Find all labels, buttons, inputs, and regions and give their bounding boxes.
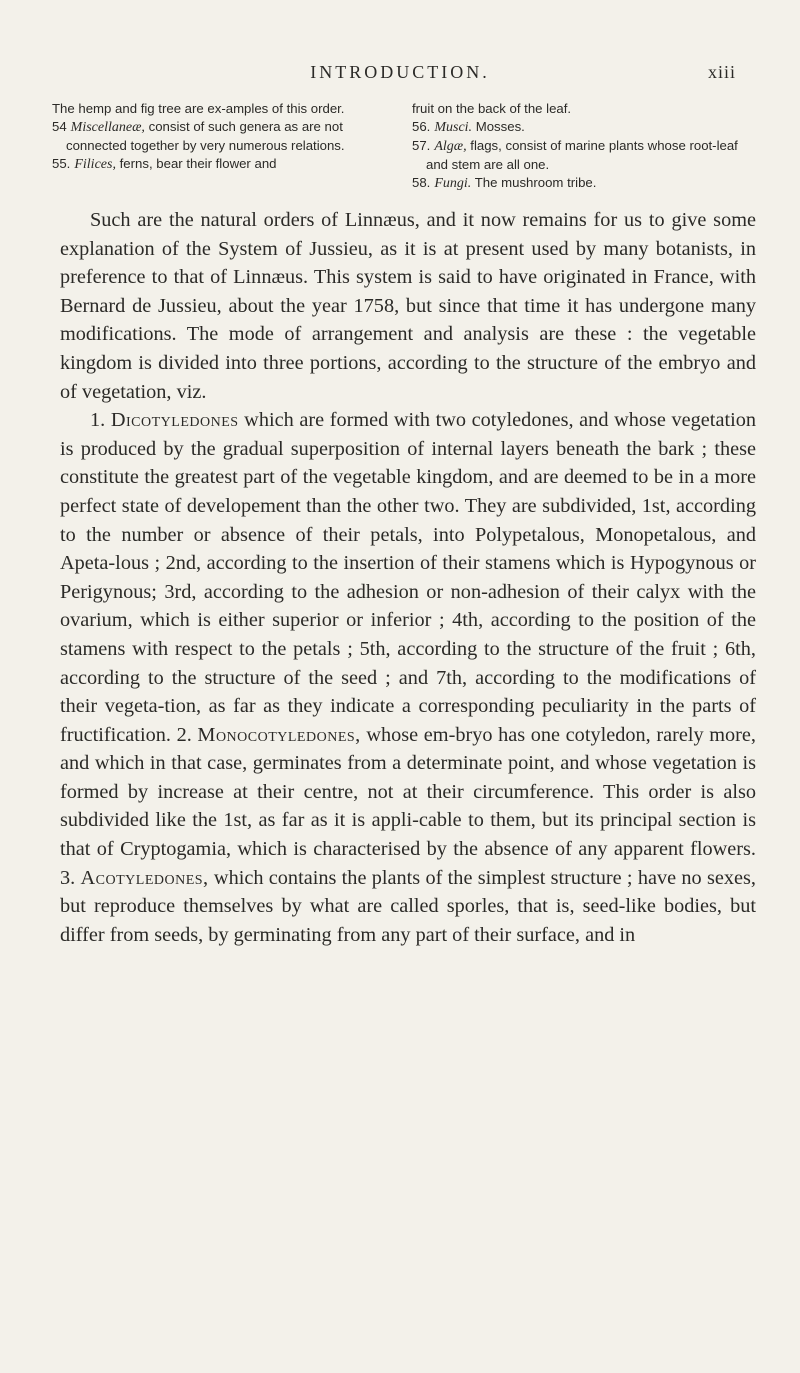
note-text: ferns, bear their flower and xyxy=(119,156,277,171)
note-item xyxy=(412,137,742,174)
heading-term: Dicotyledones xyxy=(110,409,239,432)
note-text: consist of such genera as are not connected together by very numerous relations. xyxy=(66,119,345,153)
note-text: flags, consist of marine plants whose root-leaf and stem are all one. xyxy=(426,138,738,172)
paragraph-text: which contains the plants of the simplest structure ; have no sexes, but reproduce themselves by what are called sporles, that is, seed-like bodies, but differ from seeds, by germinating from any part of their surface, and in xyxy=(60,866,756,946)
note-item xyxy=(52,118,382,155)
note-term: Filices, xyxy=(74,157,116,172)
note-text: The mushroom tribe. xyxy=(474,175,597,190)
note-text: The hemp and fig tree are ex-amples of this order. xyxy=(52,101,345,116)
running-title: INTRODUCTION. xyxy=(310,62,490,82)
paragraph xyxy=(60,406,756,949)
note-term: Algæ, xyxy=(434,139,467,154)
paragraph: Such are the natural orders of Linnæus, and it now remains for us to give some explanation of the System of Jussieu, as it is at present used by many botanists, in preference to that of Linnæus. This system is said to have originated in France, with Bernard de Jussieu, about the year 1758, but since that time it has undergone many modifications. The mode of arrangement and analysis are these : the vegetable kingdom is divided into three portions, according to the structure of the embryo and of vegetation, viz. xyxy=(60,209,756,403)
note-item xyxy=(412,174,742,193)
list-number: 2. xyxy=(176,723,192,746)
note-item xyxy=(52,100,382,118)
running-head xyxy=(0,62,800,88)
note-number: 58. xyxy=(412,175,431,190)
note-term: Musci. xyxy=(434,120,473,135)
note-number: 56. xyxy=(412,119,431,134)
note-number: 54 xyxy=(52,119,67,134)
paragraph-text: whose em-bryo has one cotyledon, rarely more, and which in that case, germinates from a determinate point, and whose vegetation is formed by increase at their centre, not at their circumference. This order is also subdivided like the 1st, as far as it is appli-cable to them, but its principal section is that of Cryptogamia, which is characterised by the absence of any apparent flowers. xyxy=(60,723,756,861)
note-item xyxy=(52,155,382,174)
note-text: Mosses. xyxy=(475,119,525,134)
list-number: 3. xyxy=(60,866,76,889)
note-item xyxy=(412,118,742,137)
note-number: 57. xyxy=(412,138,431,153)
note-text: fruit on the back of the leaf. xyxy=(412,101,572,116)
page-number: xiii xyxy=(707,62,736,82)
body-text xyxy=(60,206,756,949)
heading-term: Monocotyledones, xyxy=(197,723,361,746)
footnote-list xyxy=(52,100,760,192)
note-item xyxy=(412,100,742,118)
note-term: Fungi. xyxy=(434,176,472,191)
note-number: 55. xyxy=(52,156,71,171)
paragraph-text: which are formed with two cotyledones, and whose vegetation is produced by the gradual superposition of internal layers beneath the bark ; these constitute the greatest part of the vegetable kingdom, and are deemed to be in a more perfect state of developement than the other two. They are subdivided, 1st, according to the number or absence of their petals, into Polypetalous, Monopetalous, and Apeta-lous ; 2nd, according to the insertion of their stamens which is Hypogynous or Perigynous; 3rd, according to the adhesion or non-adhesion of their calyx with the ovarium, which is either superior or inferior ; 4th, according to the position of the stamens with respect to the petals ; 5th, according to the structure of the fruit ; 6th, according to the structure of the seed ; and 7th, according to the modifications of their vegeta-tion, as far as they indicate a corresponding peculiarity in the parts of fructification. xyxy=(60,409,756,746)
notes-right-column xyxy=(412,100,742,193)
notes-left-column xyxy=(52,100,382,174)
heading-term: Acotyledones, xyxy=(80,866,209,889)
note-term: Miscellaneæ, xyxy=(70,120,145,135)
list-number: 1. xyxy=(90,409,106,432)
